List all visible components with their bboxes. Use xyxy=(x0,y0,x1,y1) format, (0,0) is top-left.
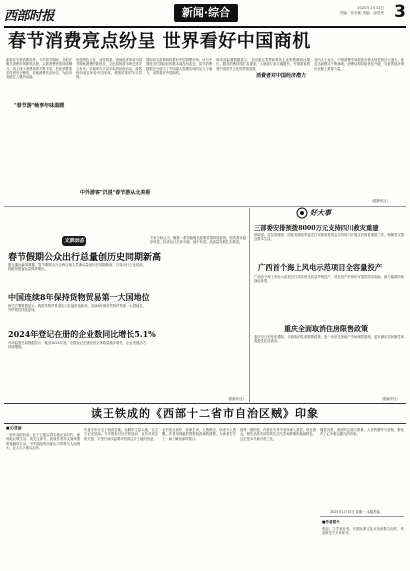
right-section-title: 好大事 xyxy=(310,208,331,217)
left-text-1: 据交通运输部数据，春节假期全社会跨区域人员流动量创历史同期新高，自驾出行占比较高，铁路民航客运量保持增长。 xyxy=(8,263,146,272)
lead-headline: 春节消费亮点纷呈 世界看好中国商机 xyxy=(8,31,311,52)
lead-column-1: 新春佳节是消费旺季。今年春节期间，各地在假日消费市场繁荣活跃，文旅消费热度持续攀升，线上线下消费场景不断丰富，居民消费需求得到充分释放，各地消费亮点纷呈，为经济发展注入强劲动能。 xyxy=(6,58,72,80)
bottom-column-5: 掩卷沉思，西部的辽阔与厚重、人民的勤劳与坚韧，都化作了心中难以磨灭的印象。 xyxy=(320,428,404,437)
left-headline-2: 中国连续8年保持货物贸易第一大国地位 xyxy=(8,292,150,302)
bio-rule xyxy=(320,516,404,517)
right-headline-1: 三部委安排预拨8000万元支持四川救灾重建 xyxy=(254,225,379,232)
lead-column-3: 国际知名机构纷纷看好中国消费市场，认为中国经济长期向好的基本面没有改变，春节消费数据充分展示了中国超大规模市场的活力与潜力，世界看好中国商机。 xyxy=(146,58,212,75)
bio-text: 张丽，文学爱好者，长期从事文化评论和散文创作，作品散见于多家报刊。 xyxy=(322,527,404,536)
header-editors: 责编：张东熙 美编：唐伯虎 xyxy=(339,11,384,15)
masthead: 西部时报 xyxy=(4,9,55,24)
feature-banner-title: 读王铁成的《西部十二省市自治区贼》印象 xyxy=(91,407,319,420)
header-date: 2025年1月13日 xyxy=(357,6,384,10)
lead-column-2: 民族特色文化、冰雪旅游、夜间经济等成为春节期间消费的新热点，文化和旅游市场总体安全有序。多地举办丰富多彩的民俗活动，游客纷纷前往体验中国年味，感受浓浓的节日氛围。 xyxy=(76,58,142,80)
banner-bottom-rule xyxy=(4,423,406,424)
author-label: ■文/张丽 xyxy=(6,426,22,430)
banner-top-rule xyxy=(4,403,406,404)
bottom-column-4: 值得一提的是，作者在写作中坚持深入基层、贴近群众，使作品具有浓厚的生活气息和鲜明的地域特色，这正是本书最可贵之处。 xyxy=(240,428,316,441)
lead-subhead-3: 中外游客"沉浸"春节游从北美看 xyxy=(80,190,151,196)
bottom-column-1: 一部作品的价值，在于它能否真实地记录时代、深刻地反映生活。读完这部书，我被作者朴实而深情的笔触所打动，书中描绘的西部山川风物与人间烟火，让人久久难以忘怀。 xyxy=(6,433,80,450)
page-number: 3 xyxy=(394,2,406,22)
right-headline-2: 广西首个海上风电示范项目全容量投产 xyxy=(258,263,383,272)
left-text-mid: 专家分析认为，随着一系列稳增长政策效果持续显现，国内需求稳步恢复，经济运行总体平稳、稳中有进，高质量发展扎实推进。 xyxy=(150,236,246,245)
right-text-3: 重庆市日前发布通知，全面取消住房限售政策，进一步优化房地产市场调控措施，更好满足居民刚性和改善性住房需求。 xyxy=(254,335,404,344)
lead-subhead-2: 消费者对中国经济潜力 xyxy=(256,73,307,79)
bottom-footer-note: 2025年1月13日 星期一 本版责编 xyxy=(330,510,380,514)
lead-bottom-rule xyxy=(4,206,406,207)
bottom-column-2: 作者多年行走于西部各地，以脚步丈量大地，以文字记录见闻。书中既有对历史的追问，也有对现实的关照，字里行间洋溢着对西部这片土地的热爱。 xyxy=(84,428,158,441)
lead-column-4: 商务部监测数据显示，全国重点零售和餐饮企业销售额同比增长，服务消费持续扩容提质，入境游订单大幅增长，外国游客感受中国春节文化的热情高涨。 xyxy=(216,58,310,71)
right-text-2: 广西首个海上风电示范项目日前实现全容量并网投产，项目投产后每年可提供清洁电能，助力能源结构绿色转型。 xyxy=(254,275,404,284)
right-text-1: 财政部、应急管理部、国家发展改革委近日安排预拨资金支持四川开展灾后恢复重建工作，保障受灾群众基本生活。 xyxy=(254,233,404,242)
lead-column-5: 业内人士表示，中国消费市场展现出强大韧性和巨大潜力，新业态新模式不断涌现，消费结构持续优化升级，为世界经济增长贡献了重要力量。 xyxy=(314,58,404,71)
header-rule xyxy=(4,26,406,28)
section-title: 新闻·综合 xyxy=(174,4,238,22)
left-text-3: 市场监管总局数据显示，截至2024年底，全国登记在册经营主体数量稳步增长，企业发展活力持续增强。 xyxy=(8,341,146,350)
header-meta xyxy=(244,6,384,16)
left-byline: （据新华社） xyxy=(226,397,246,401)
column-divider xyxy=(249,208,250,402)
lead-subhead-1: "春节游"畅享年味温暖 xyxy=(14,103,65,109)
left-text-2: 海关总署数据显示，我国货物贸易进出口总值再创新高，连续8年保持货物贸易第一大国地位，外贸韧性持续显现。 xyxy=(8,304,146,313)
right-headline-3: 重庆全面取消住房限售政策 xyxy=(284,324,368,333)
left-headline-3: 2024年登记在册的企业数同比增长5.1% xyxy=(8,329,156,339)
lead-byline: （据新华社） xyxy=(370,199,390,203)
bottom-column-3: 全书语言质朴，叙事生动，人物鲜活，读来令人感慨。作者用细腻的观察和真诚的情感，为读者打开了一扇了解西部的窗口。 xyxy=(162,428,236,441)
left-headline-1: 春节假期公众出行总量创历史同期新高 xyxy=(8,253,162,263)
bio-label: ■作者简介 xyxy=(322,520,340,524)
page-header xyxy=(4,2,406,26)
section-logo: 文旅动态 xyxy=(63,238,84,244)
right-byline: （据新华社） xyxy=(380,397,400,401)
